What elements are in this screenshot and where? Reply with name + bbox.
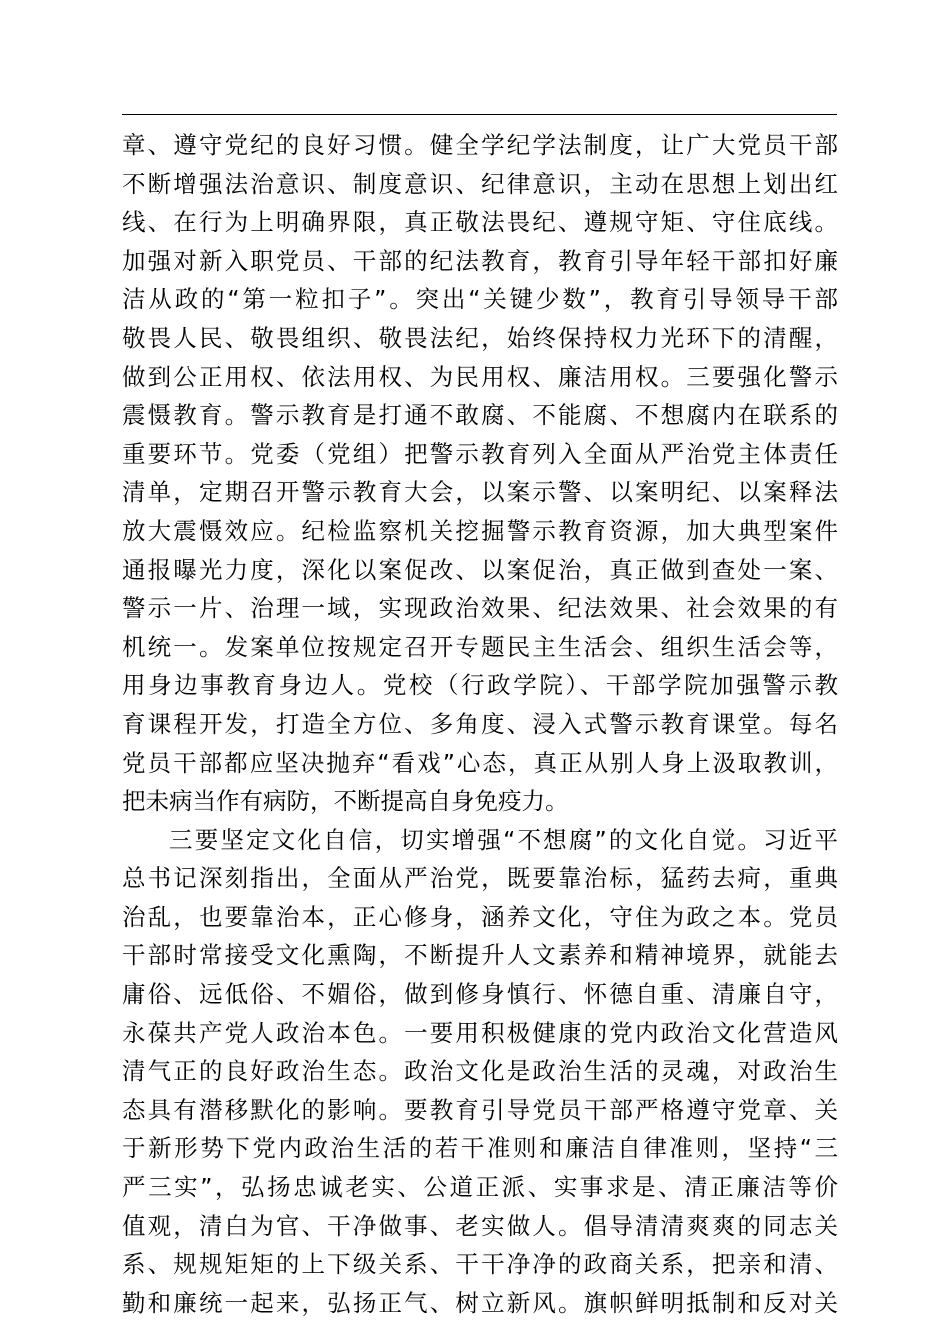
- text-line: 勤和廉统一起来，弘扬正气、树立新风。旗帜鲜明抵制和反对关: [122, 1288, 838, 1317]
- text-line: 育课程开发，打造全方位、多角度、浸入式警示教育课堂。每名: [122, 709, 838, 738]
- text-line: 三要坚定文化自信，切实增强“不想腐”的文化自觉。习近平: [169, 825, 838, 854]
- text-line: 加强对新入职党员、干部的纪法教育，教育引导年轻干部扣好廉: [122, 246, 838, 275]
- header-rule: [122, 114, 837, 115]
- text-line: 警示一片、治理一域，实现政治效果、纪法效果、社会效果的有: [122, 594, 838, 623]
- text-line: 通报曝光力度，深化以案促改、以案促治，真正做到查处一案、: [122, 555, 838, 584]
- text-line: 永葆共产党人政治本色。一要用积极健康的党内政治文化营造风: [122, 1018, 838, 1047]
- paragraph: [122, 126, 838, 821]
- text-line: 用身边事教育身边人。党校（行政学院）、干部学院加强警示教: [122, 671, 838, 700]
- text-line: 机统一。发案单位按规定召开专题民主生活会、组织生活会等，: [122, 632, 838, 661]
- text-line: 态具有潜移默化的影响。要教育引导党员干部严格遵守党章、关: [122, 1095, 838, 1124]
- text-line: 敬畏人民、敬畏组织、敬畏法纪，始终保持权力光环下的清醒，: [122, 323, 838, 352]
- text-line: 线、在行为上明确界限，真正敬法畏纪、遵规守矩、守住底线。: [122, 208, 838, 237]
- text-line: 清单，定期召开警示教育大会，以案示警、以案明纪、以案释法: [122, 478, 838, 507]
- text-line: 于新形势下党内政治生活的若干准则和廉洁自律准则，坚持“三: [122, 1134, 838, 1163]
- text-line: 值观，清白为官、干净做事、老实做人。倡导清清爽爽的同志关: [122, 1211, 838, 1240]
- text-line: 总书记深刻指出，全面从严治党，既要靠治标，猛药去疴，重典: [122, 864, 838, 893]
- text-line: 把未病当作有病防，不断提高自身免疫力。: [122, 787, 569, 816]
- text-line: 严三实”，弘扬忠诚老实、公道正派、实事求是、清正廉洁等价: [122, 1173, 838, 1202]
- paragraph: [122, 821, 838, 1323]
- text-line: 重要环节。党委（党组）把警示教育列入全面从严治党主体责任: [122, 439, 838, 468]
- text-line: 治乱，也要靠治本，正心修身，涵养文化，守住为政之本。党员: [122, 902, 838, 931]
- text-line: 清气正的良好政治生态。政治文化是政治生活的灵魂，对政治生: [122, 1057, 838, 1086]
- text-line: 不断增强法治意识、制度意识、纪律意识，主动在思想上划出红: [122, 169, 838, 198]
- text-line: 干部时常接受文化熏陶，不断提升人文素养和精神境界，就能去: [122, 941, 838, 970]
- text-line: 放大震慑效应。纪检监察机关挖掘警示教育资源，加大典型案件: [122, 516, 838, 545]
- text-line: 系、规规矩矩的上下级关系、干干净净的政商关系，把亲和清、: [122, 1250, 838, 1279]
- text-line: 震慑教育。警示教育是打通不敢腐、不能腐、不想腐内在联系的: [122, 401, 838, 430]
- text-line: 洁从政的“第一粒扣子”。突出“关键少数”，教育引导领导干部: [122, 285, 838, 314]
- text-line: 党员干部都应坚决抛弃“看戏”心态，真正从别人身上汲取教训，: [122, 748, 838, 777]
- text-line: 庸俗、远低俗、不媚俗，做到修身慎行、怀德自重、清廉自守，: [122, 980, 838, 1009]
- body-text: [122, 126, 838, 1322]
- text-line: 章、遵守党纪的良好习惯。健全学纪学法制度，让广大党员干部: [122, 131, 838, 159]
- text-line: 做到公正用权、依法用权、为民用权、廉洁用权。三要强化警示: [122, 362, 838, 391]
